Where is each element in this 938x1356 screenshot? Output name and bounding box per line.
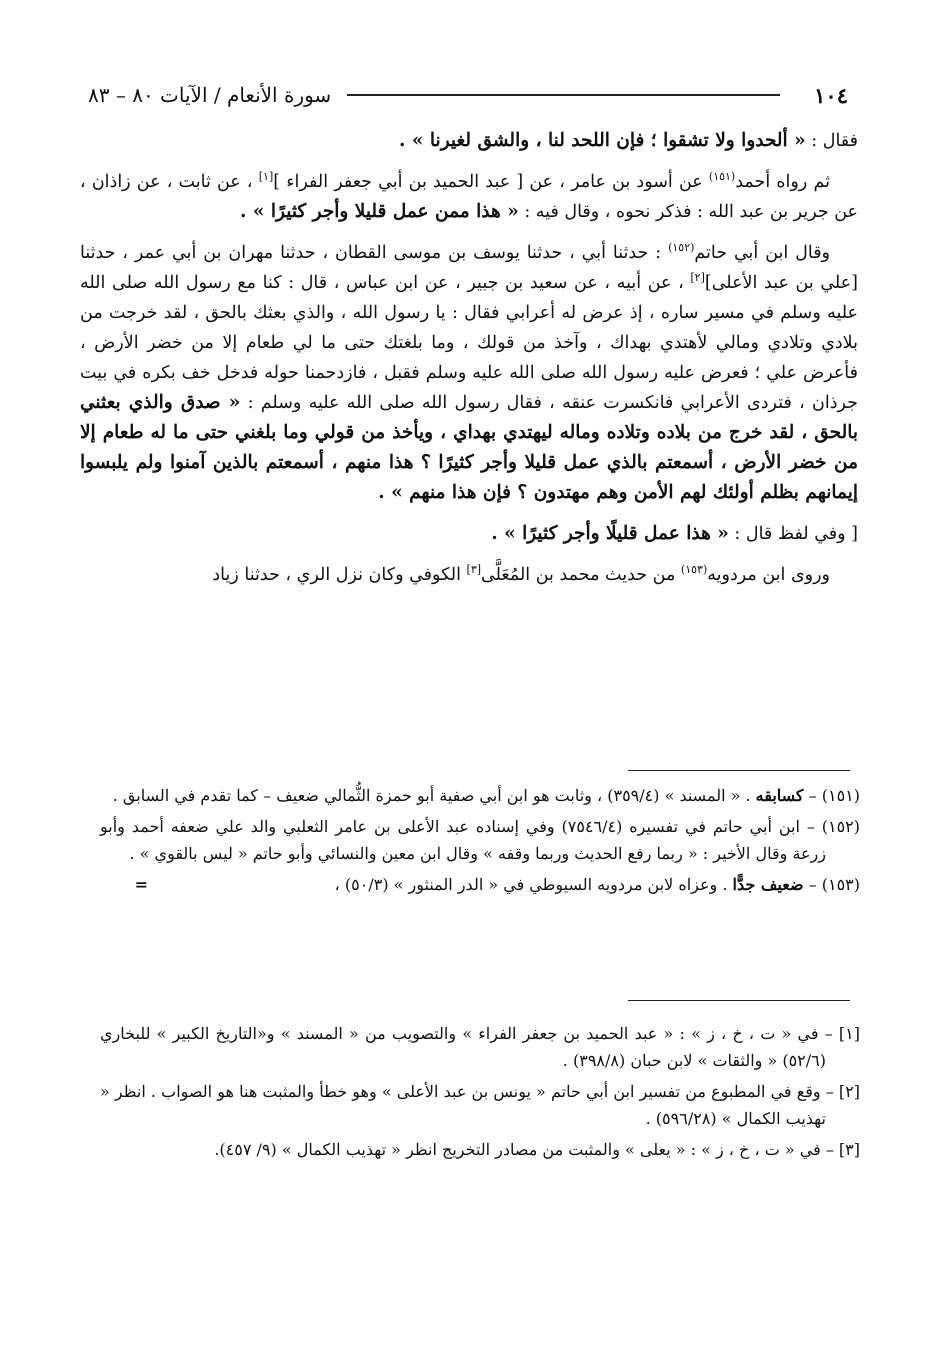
footnote-separator [628,770,850,771]
header-rule [347,94,780,96]
hadith-quote: « صدق والذي بعثني بالحق ، لقد خرج من بلاده وتلاده وماله ليهتدي بهداي ، ويأخذ من قولي وما بلغني حتى ما له طعام إلا من خضر الأرض ، أسمعتم بالذي عمل قليلا وأجر كثيرًا ؟ هذا منهم ، أسمعتم بالذين آمنوا ولم يلبسوا إيمانهم بظلم أولئك لهم الأمن وهم مهتدون ؟ فإن هذا منهم » . [80,392,858,503]
footnote-151: (١٥١) – كسابقه . « المسند » (٣٥٩/٤) ، وثابت هو ابن أبي صفية أبو حمزة الثُّمالي ضعيف – كما تقدم في السابق . [112,786,860,805]
variant-ref-2[interactable]: [٢] [690,271,705,285]
footnote-ref-151[interactable]: (١٥١) [708,170,736,184]
footnote-ref-152[interactable]: (١٥٢) [668,241,695,255]
variant-note-1: [١] – في « ت ، خ ، ز » : « عبد الحميد بن جعفر الفراء » والتصويب من « المسند » و«التاريخ الكبير » للبخاري (٥٢/٦) « والثقات » لابن حبان (٣٩٨/٨) . [100,1024,860,1070]
footnote-153: = (١٥٣) – ضعيف جدًّا . وعزاه لابن مردويه السيوطي في « الدر المنثور » (٥٠/٣) ، [134,875,860,894]
page-number: ١٠٤ [814,82,848,108]
paragraph-2: ثم رواه أحمد$^{(١٥١)}$ عن أسود بن عامر ، عن [ عبد الحميد بن أبي جعفر الفراء ][١] ، عن ثابت ، عن زاذان ، عن جرير بن عبد الله : فذكر نحوه ، وقال فيه : « هذا ممن عمل قليلا وأجر كثيرًا » . [80,170,858,222]
variant-note-3: [٣] – في « ت ، خ ، ز » : « يعلى » والمثبت من مصادر التخريج انظر « تهذيب الكمال » (٩/ ٤٥٧). [214,1140,860,1159]
variant-note-2: [٢] – وقع في المطبوع من تفسير ابن أبي حاتم « يونس بن عبد الأعلى » وهو خطأ والمثبت هنا هو الصواب . انظر « تهذيب الكمال » (٥٩٦/٢٨) . [100,1082,860,1128]
running-title: سورة الأنعام / الآيات ٨٠ – ٨٣ [88,83,332,107]
variant-ref-1[interactable]: [١] [258,170,274,184]
footnote-ref-153[interactable]: (١٥٣) [680,563,708,577]
variant-ref-3[interactable]: [٣] [466,563,482,577]
takhrij-footnotes [100,782,860,902]
paragraph-4: [ وفي لفظ قال : « هذا عمل قليلًا وأجر كثيرًا » . [491,523,858,544]
paragraph-1: فقال : « ألحدوا ولا تشقوا ؛ فإن اللحد لنا ، والشق لغيرنا » . [399,130,858,151]
variant-notes [100,1020,860,1167]
hadith-quote: « ألحدوا ولا تشقوا ؛ فإن اللحد لنا ، والشق لغيرنا » . [399,130,806,151]
hadith-quote: « هذا عمل قليلًا وأجر كثيرًا » . [491,523,729,544]
footnote-152: (١٥٢) – ابن أبي حاتم في تفسيره (٧٥٤٦/٤) وفي إسناده عبد الأعلى بن عامر الثعلبي والد علي ضعفه أحمد وأبو زرعة وقال الأخير : « ربما رفع الحديث وربما وقفه » وقال ابن معين والنسائي وأبو حاتم « ليس بالقوي » . [100,817,860,863]
page-header [88,80,848,110]
variants-separator [628,1000,850,1001]
hadith-quote: « هذا ممن عمل قليلا وأجر كثيرًا » . [240,201,519,222]
paragraph-3: وقال ابن أبي حاتم$^{(١٥٢)}$ : حدثنا أبي ، حدثنا يوسف بن موسى القطان ، حدثنا مهران بن أبي عمر ، حدثنا [علي بن عبد الأعلى][٢] ، عن أبيه ، عن سعيد بن جبير ، عن ابن عباس ، قال : كنا مع رسول الله صلى الله عليه وسلم في مسير ساره ، إذ عرض له أعرابي فقال : يا رسول الله ، والذي بعثك بالحق ، لقد خرجت من بلادي وتلادي ومالي لأهتدي بهداك ، وآخذ من قولك ، وما بلغتك حتى ما لي طعام إلا من خضر الأرض ، فأعرض علي ؛ فعرض عليه رسول الله صلى الله عليه وسلم فقبل ، فازدحمنا حوله فدخل خف بكره في بيت جرذان ، فتردى الأعرابي فانكسرت عنقه ، فقال رسول الله صلى الله عليه وسلم : « صدق والذي بعثني بالحق ، لقد خرج من بلاده وتلاده وماله ليهتدي بهداي ، ويأخذ من قولي وما بلغني حتى ما له طعام إلا من خضر الأرض ، أسمعتم بالذي عمل قليلا وأجر كثيرًا ؟ هذا منهم ، أسمعتم بالذين آمنوا ولم يلبسوا إيمانهم بظلم أولئك لهم الأمن وهم مهتدون ؟ فإن هذا منهم » . [80,241,858,503]
paragraph-5: وروى ابن مردويه$^{(١٥٣)}$ من حديث محمد بن المُعَلَّى[٣] الكوفي وكان نزل الري ، حدثنا زياد [212,563,830,585]
main-text [80,126,858,601]
